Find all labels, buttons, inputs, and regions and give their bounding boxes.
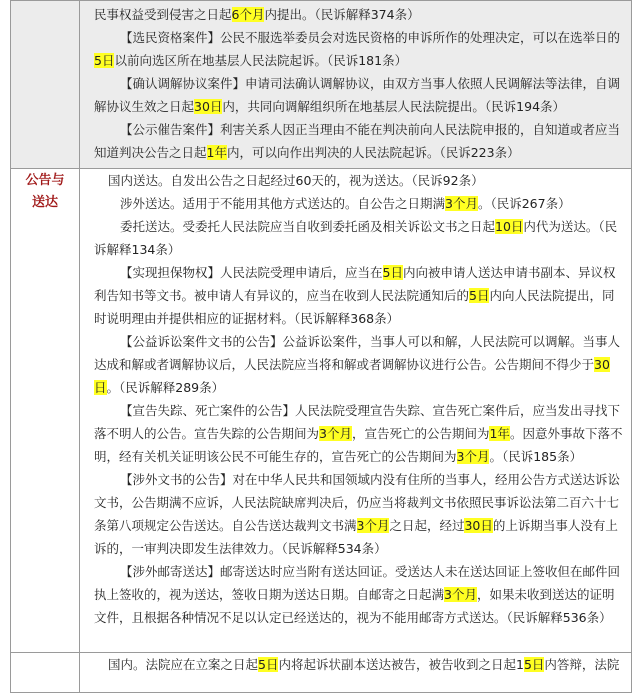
highlight-term: 3个月 bbox=[444, 587, 477, 602]
category-cell bbox=[11, 1, 80, 169]
highlight-term: 1年 bbox=[489, 426, 510, 441]
paragraph: 民事权益受到侵害之日起6个月内提出。（民诉解释374条） bbox=[94, 7, 420, 22]
paragraph: 【实现担保物权】人民法院受理申请后，应当在5日内向被申请人送达申请书副本、异议权利告知书等文书。被申请人有异议的，应当在收到人民法院通知后的5日内向人民法院提出，同时说明理由并提供相应的证据材料。（民诉解释368条） bbox=[94, 265, 616, 326]
content-cell bbox=[80, 653, 632, 693]
highlight-term: 5日 bbox=[469, 288, 490, 303]
highlight-term: 5日 bbox=[94, 53, 115, 68]
paragraph: 涉外送达。适用于不能用其他方式送达的。自公告之日期满3个月。（民诉267条） bbox=[120, 196, 571, 211]
highlight-term: 6个月 bbox=[231, 7, 265, 22]
highlight-term: 30日 bbox=[94, 357, 610, 395]
highlight-term: 30日 bbox=[194, 99, 223, 114]
category-cell bbox=[11, 653, 80, 693]
law-table bbox=[10, 0, 632, 693]
category-cell bbox=[11, 169, 80, 653]
highlight-term: 5日 bbox=[382, 265, 403, 280]
table-row bbox=[11, 169, 632, 653]
highlight-term: 1年 bbox=[206, 145, 227, 160]
highlight-term: 5日 bbox=[523, 657, 545, 672]
table-row bbox=[11, 653, 632, 693]
category-label: 公告与送达 bbox=[25, 173, 65, 210]
table-row bbox=[11, 1, 632, 169]
paragraph: 【涉外文书的公告】对在中华人民共和国领域内没有住所的当事人，经用公告方式送达诉讼文书，公告期满不应诉，人民法院缺席判决后，仍应当将裁判文书依照民事诉讼法第二百六十七条第八项规定公告送达。自公告送达裁判文书满3个月之日起，经过30日的上诉期当事人没有上诉的，一审判决即发生法律效力。（民诉解释534条） bbox=[94, 472, 621, 556]
paragraph: 委托送达。受委托人民法院应当自收到委托函及相关诉讼文书之日起10日内代为送达。（民诉解释134条） bbox=[94, 219, 618, 257]
paragraph: 国内送达。自发出公告之日起经过60天的，视为送达。（民诉92条） bbox=[108, 173, 484, 188]
highlight-term: 30日 bbox=[464, 518, 493, 533]
highlight-term: 3个月 bbox=[456, 449, 490, 464]
paragraph: 【选民资格案件】公民不服选举委员会对选民资格的申诉所作的处理决定，可以在选举日的5日以前向选区所在地基层人民法院起诉。（民诉181条） bbox=[94, 30, 621, 68]
paragraph: 国内。法院应在立案之日起5日内将起诉状副本送达被告，被告收到之日起15日内答辩，法院 bbox=[108, 657, 620, 672]
paragraph: 【确认调解协议案件】申请司法确认调解协议，由双方当事人依照人民调解法等法律，自调解协议生效之日起30日内，共同向调解组织所在地基层人民法院提出。（民诉194条） bbox=[94, 76, 621, 114]
highlight-term: 5日 bbox=[258, 657, 279, 672]
highlight-term: 3个月 bbox=[319, 426, 352, 441]
paragraph: 【宣告失踪、死亡案件的公告】人民法院受理宣告失踪、宣告死亡案件后，应当发出寻找下落不明人的公告。宣告失踪的公告期间为3个月，宣告死亡的公告期间为1年。因意外事故下落不明，经有关机关证明该公民不可能生存的，宣告死亡的公告期间为3个月。（民诉185条） bbox=[94, 403, 623, 464]
highlight-term: 10日 bbox=[495, 219, 524, 234]
paragraph: 【涉外邮寄送达】邮寄送达时应当附有送达回证。受送达人未在送达回证上签收但在邮件回执上签收的，视为送达，签收日期为送达日期。自邮寄之日起满3个月，如果未收到送达的证明文件，且根据各种情况不足以认定已经送达的，视为不能用邮寄方式送达。（民诉解释536条） bbox=[94, 564, 621, 625]
content-cell bbox=[80, 1, 632, 169]
paragraph: 【公示催告案件】利害关系人因正当理由不能在判决前向人民法院申报的，自知道或者应当知道判决公告之日起1年内，可以向作出判决的人民法院起诉。（民诉223条） bbox=[94, 122, 621, 160]
paragraph: 【公益诉讼案件文书的公告】公益诉讼案件，当事人可以和解，人民法院可以调解。当事人达成和解或者调解协议后，人民法院应当将和解或者调解协议进行公告。公告期间不得少于30日。（民诉解释289条） bbox=[94, 334, 621, 395]
content-cell bbox=[80, 169, 632, 653]
highlight-term: 3个月 bbox=[356, 518, 390, 533]
highlight-term: 3个月 bbox=[445, 196, 478, 211]
